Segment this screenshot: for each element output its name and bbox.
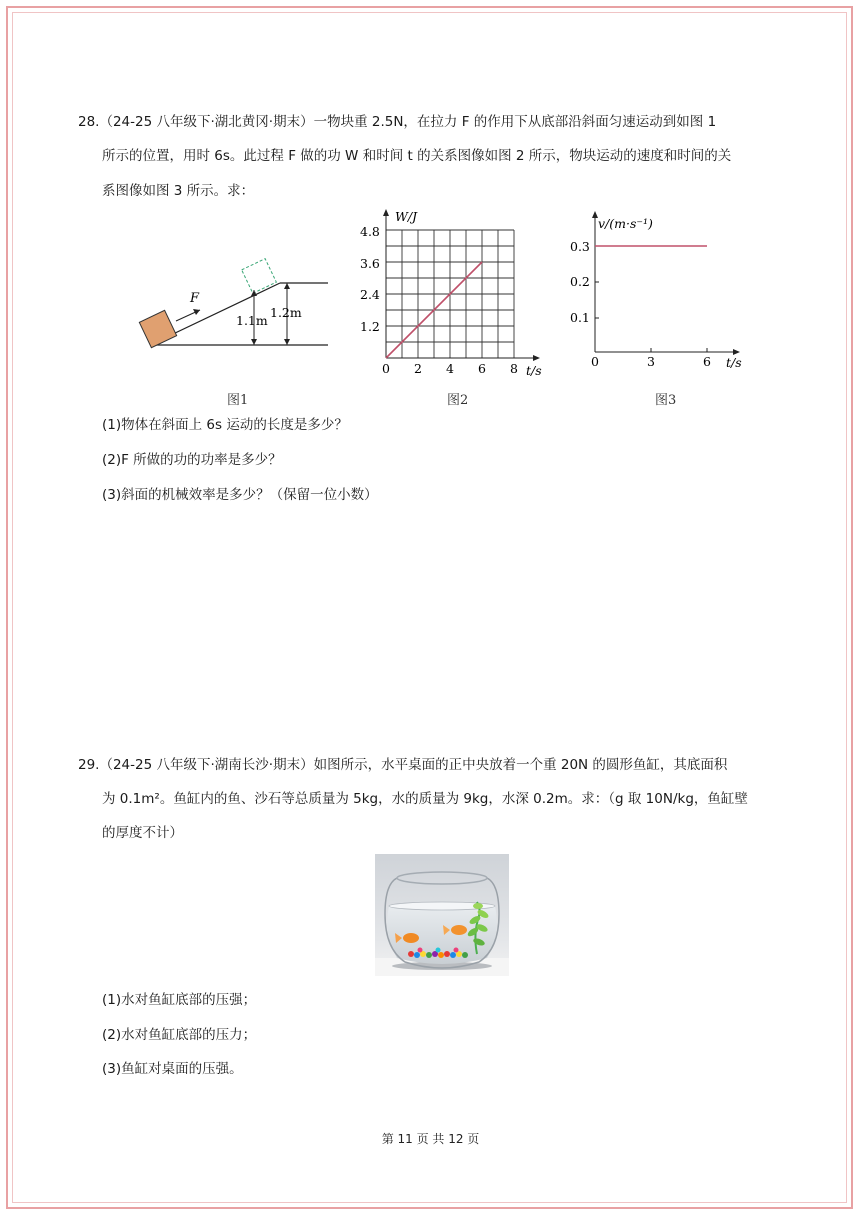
fig2-xtick-1: 2 [414,361,422,376]
q29-subquestion-3: (3)鱼缸对桌面的压强。 [102,1061,243,1077]
q29-line-2: 为 0.1m²。鱼缸内的鱼、沙石等总质量为 5kg，水的质量为 9kg，水深 0.2m。求：（g 取 10N/kg，鱼缸壁 [102,791,748,807]
page-footer: 第 11 页 共 12 页 [381,1132,480,1146]
fig3-velocity-time-chart [560,205,750,375]
height-2-arrow-bottom [284,339,290,345]
fig3-ytick-3: 0.3 [570,239,590,254]
fish-tank-illustration [375,854,509,976]
fig3-xtick-1: 3 [647,354,655,369]
fish-tank-photo [375,854,509,976]
force-label: F [190,291,200,306]
q28-subquestion-3: (3)斜面的机械效率是多少？（保留一位小数） [102,487,378,503]
q28-line-2: 所示的位置，用时 6s。此过程 F 做的功 W 和时间 t 的关系图像如图 2 所示，物块运动的速度和时间的关 [102,148,732,164]
fig2-work-time-chart [340,205,550,380]
height-1-arrow-bottom [251,339,257,345]
fig2-xtick-2: 4 [446,361,454,376]
fig2-ytick-1: 1.2 [360,319,380,334]
fig2-caption: 图2 [447,393,469,408]
q29-line-3: 的厚度不计） [102,825,183,841]
fig2-xtick-3: 6 [478,361,486,376]
height-2-arrow-top [284,283,290,289]
fig1-caption: 图1 [227,393,249,408]
q28-subquestion-2: (2)F 所做的功的功率是多少？ [102,452,282,468]
fig2-x-arrow [533,355,540,361]
fig2-xlabel: t/s [526,363,542,378]
q28-subquestion-1: (1)物体在斜面上 6s 运动的长度是多少？ [102,417,348,433]
fig1-incline-diagram [130,245,340,355]
fig3-ytick-1: 0.1 [570,310,590,325]
block-bottom [139,310,176,347]
block-top-dashed [242,259,277,294]
fig3-origin: 0 [591,354,599,369]
fig3-xtick-2: 6 [703,354,711,369]
fig2-ytick-4: 4.8 [360,224,380,239]
fig3-caption: 图3 [655,393,677,408]
q29-subquestion-2: (2)水对鱼缸底部的压力； [102,1027,257,1043]
fig3-ylabel: v/(m·s⁻¹) [598,216,653,231]
fig3-xlabel: t/s [726,355,742,370]
force-arrow-head [193,309,200,315]
fig2-ylabel: W/J [395,209,418,224]
fig2-y-arrow [383,209,389,216]
q29-line-1: 29.（24-25 八年级下·湖南长沙·期末）如图所示，水平桌面的正中央放着一个重 20N 的圆形鱼缸，其底面积 [78,757,728,773]
height-1-label: 1.1m [236,313,268,328]
fig2-ytick-2: 2.4 [360,287,380,302]
fig2-ytick-3: 3.6 [360,256,380,271]
q29-subquestion-1: (1)水对鱼缸底部的压强； [102,992,257,1008]
q28-line-1: 28.（24-25 八年级下·湖北黄冈·期末）一物块重 2.5N，在拉力 F 的作用下从底部沿斜面匀速运动到如图 1 [78,114,717,130]
fig2-origin: 0 [382,361,390,376]
fig2-xtick-4: 8 [510,361,518,376]
fig3-ytick-2: 0.2 [570,274,590,289]
height-2-label: 1.2m [270,305,302,320]
q28-line-3: 系图像如图 3 所示。求： [102,183,255,199]
